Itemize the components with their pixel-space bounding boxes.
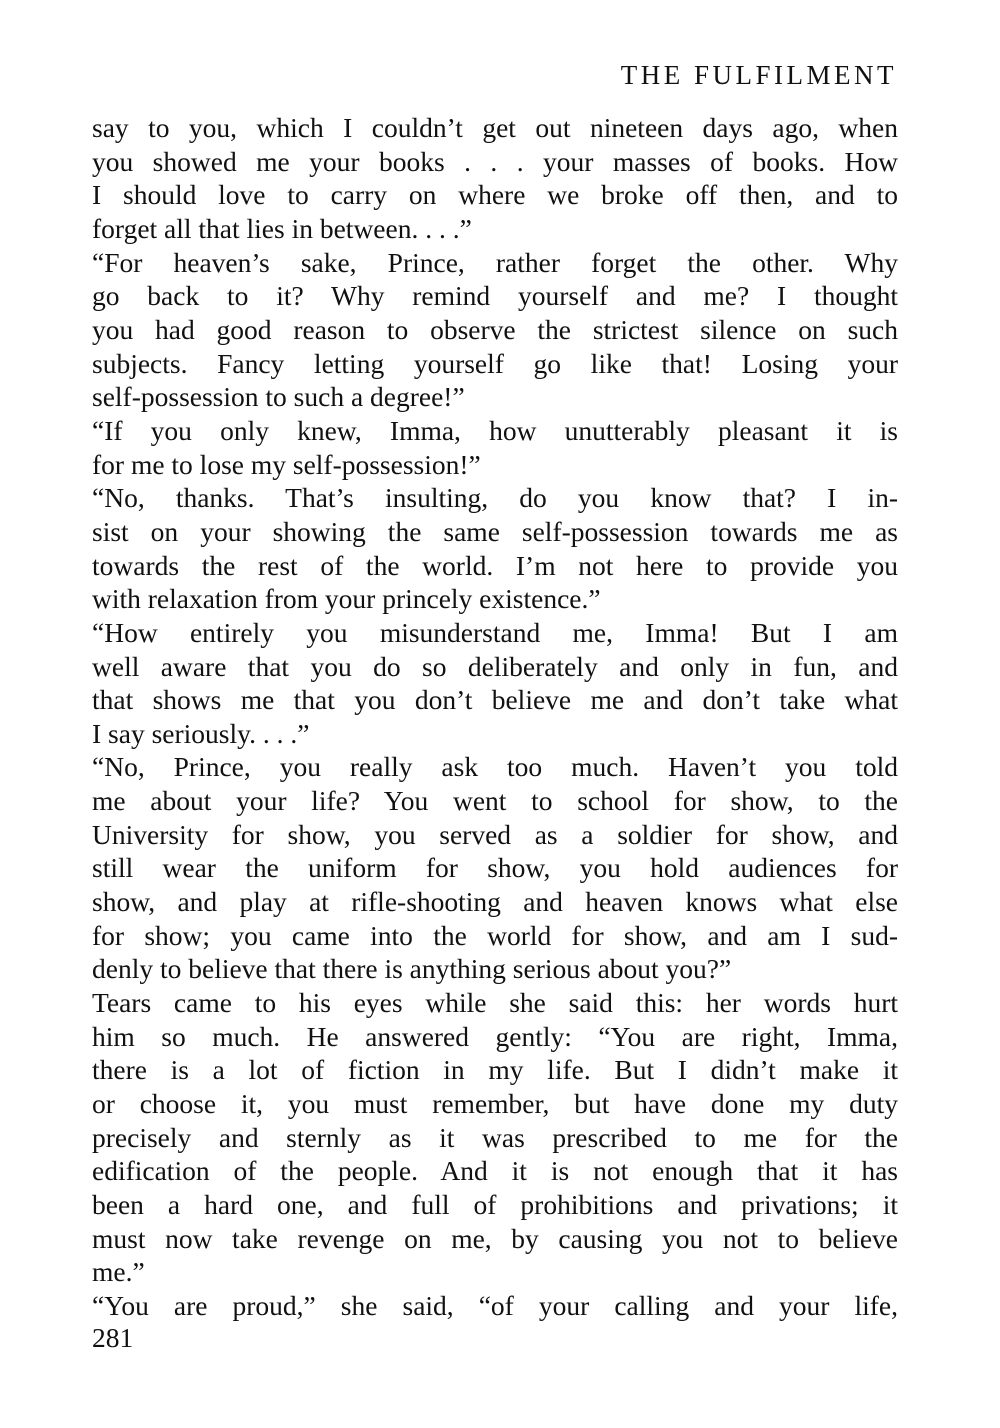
text-line: him so much. He answered gently: “You are right, Imma, [92, 1020, 898, 1052]
text-line: still wear the uniform for show, you hold audiences for [92, 852, 898, 884]
text-line: you had good reason to observe the strictest silence on such [92, 313, 898, 345]
text-line: me about your life? You went to school for show, to the [92, 785, 898, 817]
text-line: for me to lose my self-possession!” [92, 448, 481, 480]
text-line: sist on your showing the same self-possession towards me as [92, 515, 898, 547]
text-line: University for show, you served as a soldier for show, and [92, 818, 898, 850]
text-line: been a hard one, and full of prohibitions and privations; it [92, 1189, 898, 1220]
text-line: “No, thanks. That’s insulting, do you know that? I in- [92, 482, 898, 514]
text-line: “For heaven’s sake, Prince, rather forget the other. Why [92, 246, 898, 278]
text-line: “How entirely you misunderstand me, Imma! But I am [92, 616, 898, 648]
text-line: with relaxation from your princely existence.” [92, 583, 601, 615]
text-line: well aware that you do so deliberately and only in fun, and [92, 650, 898, 682]
text-line: or choose it, you must remember, but have done my duty [92, 1088, 898, 1120]
text-line: there is a lot of fiction in my life. But I didn’t make it [92, 1054, 898, 1086]
text-line: show, and play at rifle-shooting and heaven knows what else [92, 886, 898, 918]
text-line: I say seriously. . . .” [92, 717, 310, 749]
text-line: denly to believe that there is anything serious about you?” [92, 953, 732, 985]
text-line: you showed me your books . . . your masses of books. How [92, 145, 898, 177]
text-line: say to you, which I couldn’t get out nineteen days ago, when [92, 112, 898, 143]
text-line: for show; you came into the world for show, and am I sud- [92, 919, 898, 951]
text-line: “If you only knew, Imma, how unutterably pleasant it is [92, 414, 898, 446]
text-line: forget all that lies in between. . . .” [92, 212, 472, 244]
text-line: go back to it? Why remind yourself and me? I thought [92, 280, 898, 312]
page-number: 281 [92, 1322, 134, 1353]
text-line: Tears came to his eyes while she said this: her words hurt [92, 987, 898, 1019]
text-line: self-possession to such a degree!” [92, 381, 465, 413]
text-line: towards the rest of the world. I’m not here to provide you [92, 549, 898, 581]
text-line: “No, Prince, you really ask too much. Haven’t you told [92, 751, 898, 783]
text-line: “You are proud,” she said, “of your calling and your life, [92, 1289, 898, 1321]
text-line: subjects. Fancy letting yourself go like that! Losing your [92, 347, 898, 379]
text-line: must now take revenge on me, by causing you not to believe [92, 1222, 898, 1254]
text-line: that shows me that you don’t believe me and don’t take what [92, 684, 898, 716]
text-line: I should love to carry on where we broke off then, and to [92, 179, 898, 211]
text-line: precisely and sternly as it was prescribed to me for the [92, 1121, 898, 1153]
running-head: THE FULFILMENT [620, 60, 897, 90]
text-line: me.” [92, 1256, 145, 1288]
text-line: edification of the people. And it is not enough that it has [92, 1155, 898, 1187]
body-text [92, 111, 898, 1323]
